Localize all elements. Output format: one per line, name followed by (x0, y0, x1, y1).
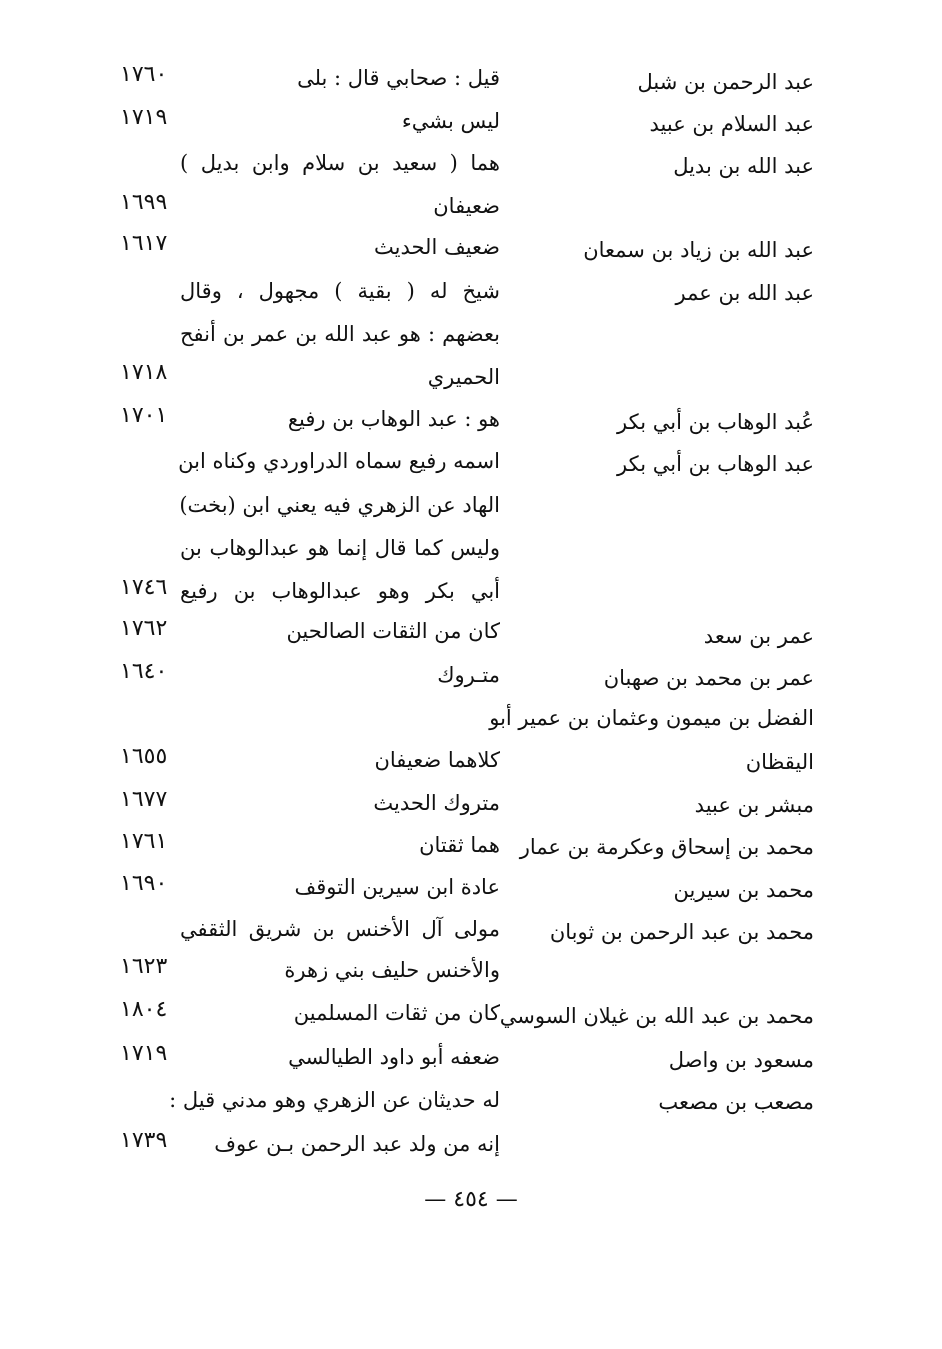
entry-note: بعضهم : هو عبد الله بن عمر بن أنفح (180, 322, 500, 346)
entry-number: ١٨٠٤ (120, 997, 168, 1022)
entry-name: عبد الله بن زياد بن سمعان (583, 238, 814, 262)
entry-note: متروك الحديث (373, 791, 500, 815)
entry-number: ١٦٤٠ (120, 659, 168, 684)
entry-note: كان من ثقات المسلمين (293, 1001, 500, 1025)
entry-note: الحميري (427, 365, 500, 389)
entry-note: اسمه رفيع سماه الدراوردي وكناه ابن (178, 449, 500, 473)
entry-name: عبد الله بن عمر (675, 281, 814, 305)
entry-note: الهاد عن الزهري فيه يعني ابن (بخت) (179, 493, 500, 517)
entry-number: ١٧٦٠ (120, 62, 168, 87)
entry-name: مبشر بن عبيد (694, 793, 814, 817)
entry-name: محمد بن إسحاق وعكرمة بن عمار (519, 835, 814, 859)
entry-number: ١٦٥٥ (120, 744, 168, 769)
entry-note: وليس كما قال إنما هو عبدالوهاب بن (180, 536, 500, 560)
entry-note: متـروك (437, 663, 500, 687)
entry-note: والأخنس حليف بني زهرة (284, 958, 500, 982)
entry-name: عمر بن سعد (703, 624, 814, 648)
entry-name: عمر بن محمد بن صهبان (603, 666, 814, 690)
entry-note: ليس بشيء (401, 109, 500, 133)
entry-note: ضعيفان (433, 194, 500, 218)
entry-number: ١٧٦٢ (120, 616, 168, 641)
entry-note: عادة ابن سيرين التوقف (294, 875, 500, 899)
entry-number: ١٧٠١ (120, 403, 168, 428)
entry-name: عُبد الوهاب بن أبي بكر (617, 410, 814, 434)
entry-note: ضعيف الحديث (374, 235, 500, 259)
entry-name: محمد بن عبد الله بن غيلان السوسي (499, 1004, 814, 1028)
entry-name: عبد السلام بن عبيد (649, 112, 814, 136)
entry-note: هما ثقتان (419, 833, 500, 857)
entry-number: ١٧١٩ (120, 1041, 168, 1066)
entry-note: شيخ له ( بقية ) مجهول ، وقال (180, 279, 500, 303)
entry-note: كان من الثقات الصالحين (286, 619, 500, 643)
entry-name: اليقظان (745, 750, 814, 774)
entry-number: ١٧١٨ (120, 360, 168, 385)
entry-note: هما ( سعيد بن سلام وابن بديل ) (180, 151, 500, 175)
entry-number: ١٧٣٩ (120, 1128, 168, 1153)
entry-number: ١٧٦١ (120, 829, 168, 854)
entry-name: عبد الله بن بديل (673, 154, 814, 178)
entry-note: ضعفه أبو داود الطيالسي (288, 1045, 500, 1069)
entry-number: ١٦٩٠ (120, 871, 168, 896)
entry-note: إنه من ولد عبد الرحمن بـن عوف (214, 1132, 500, 1156)
entry-note: مولى آل الأخنس بن شريق الثقفي (180, 917, 500, 941)
entry-name: محمد بن سيرين (673, 878, 814, 902)
entry-number: ١٧١٩ (120, 105, 168, 130)
entry-number: ١٦٢٣ (120, 954, 168, 979)
entry-name: عبد الرحمن بن شبل (637, 70, 814, 94)
entry-name: عبد الوهاب بن أبي بكر (617, 452, 814, 476)
entry-name: محمد بن عبد الرحمن بن ثوبان (549, 920, 814, 944)
entry-name: الفضل بن ميمون وعثمان بن عمير أبو (489, 706, 814, 730)
entry-number: ١٦٩٩ (120, 190, 168, 215)
entry-number: ١٦٧٧ (120, 787, 168, 812)
entry-name: مصعب بن مصعب (658, 1090, 814, 1114)
page-number: — ٤٥٤ — (424, 1187, 518, 1212)
entry-number: ١٦١٧ (120, 231, 168, 256)
entry-note: قيل : صحابي قال : بلى (297, 66, 500, 90)
entry-note: هو : عبد الوهاب بن رفيع (287, 407, 500, 431)
entry-number: ١٧٤٦ (120, 575, 168, 600)
entry-note: كلاهما ضعيفان (374, 748, 500, 772)
entry-note: أبي بكر وهو عبدالوهاب بن رفيع (180, 579, 500, 603)
entry-name: مسعود بن واصل (668, 1048, 814, 1072)
entry-note: له حديثان عن الزهري وهو مدني قيل : (169, 1088, 500, 1112)
